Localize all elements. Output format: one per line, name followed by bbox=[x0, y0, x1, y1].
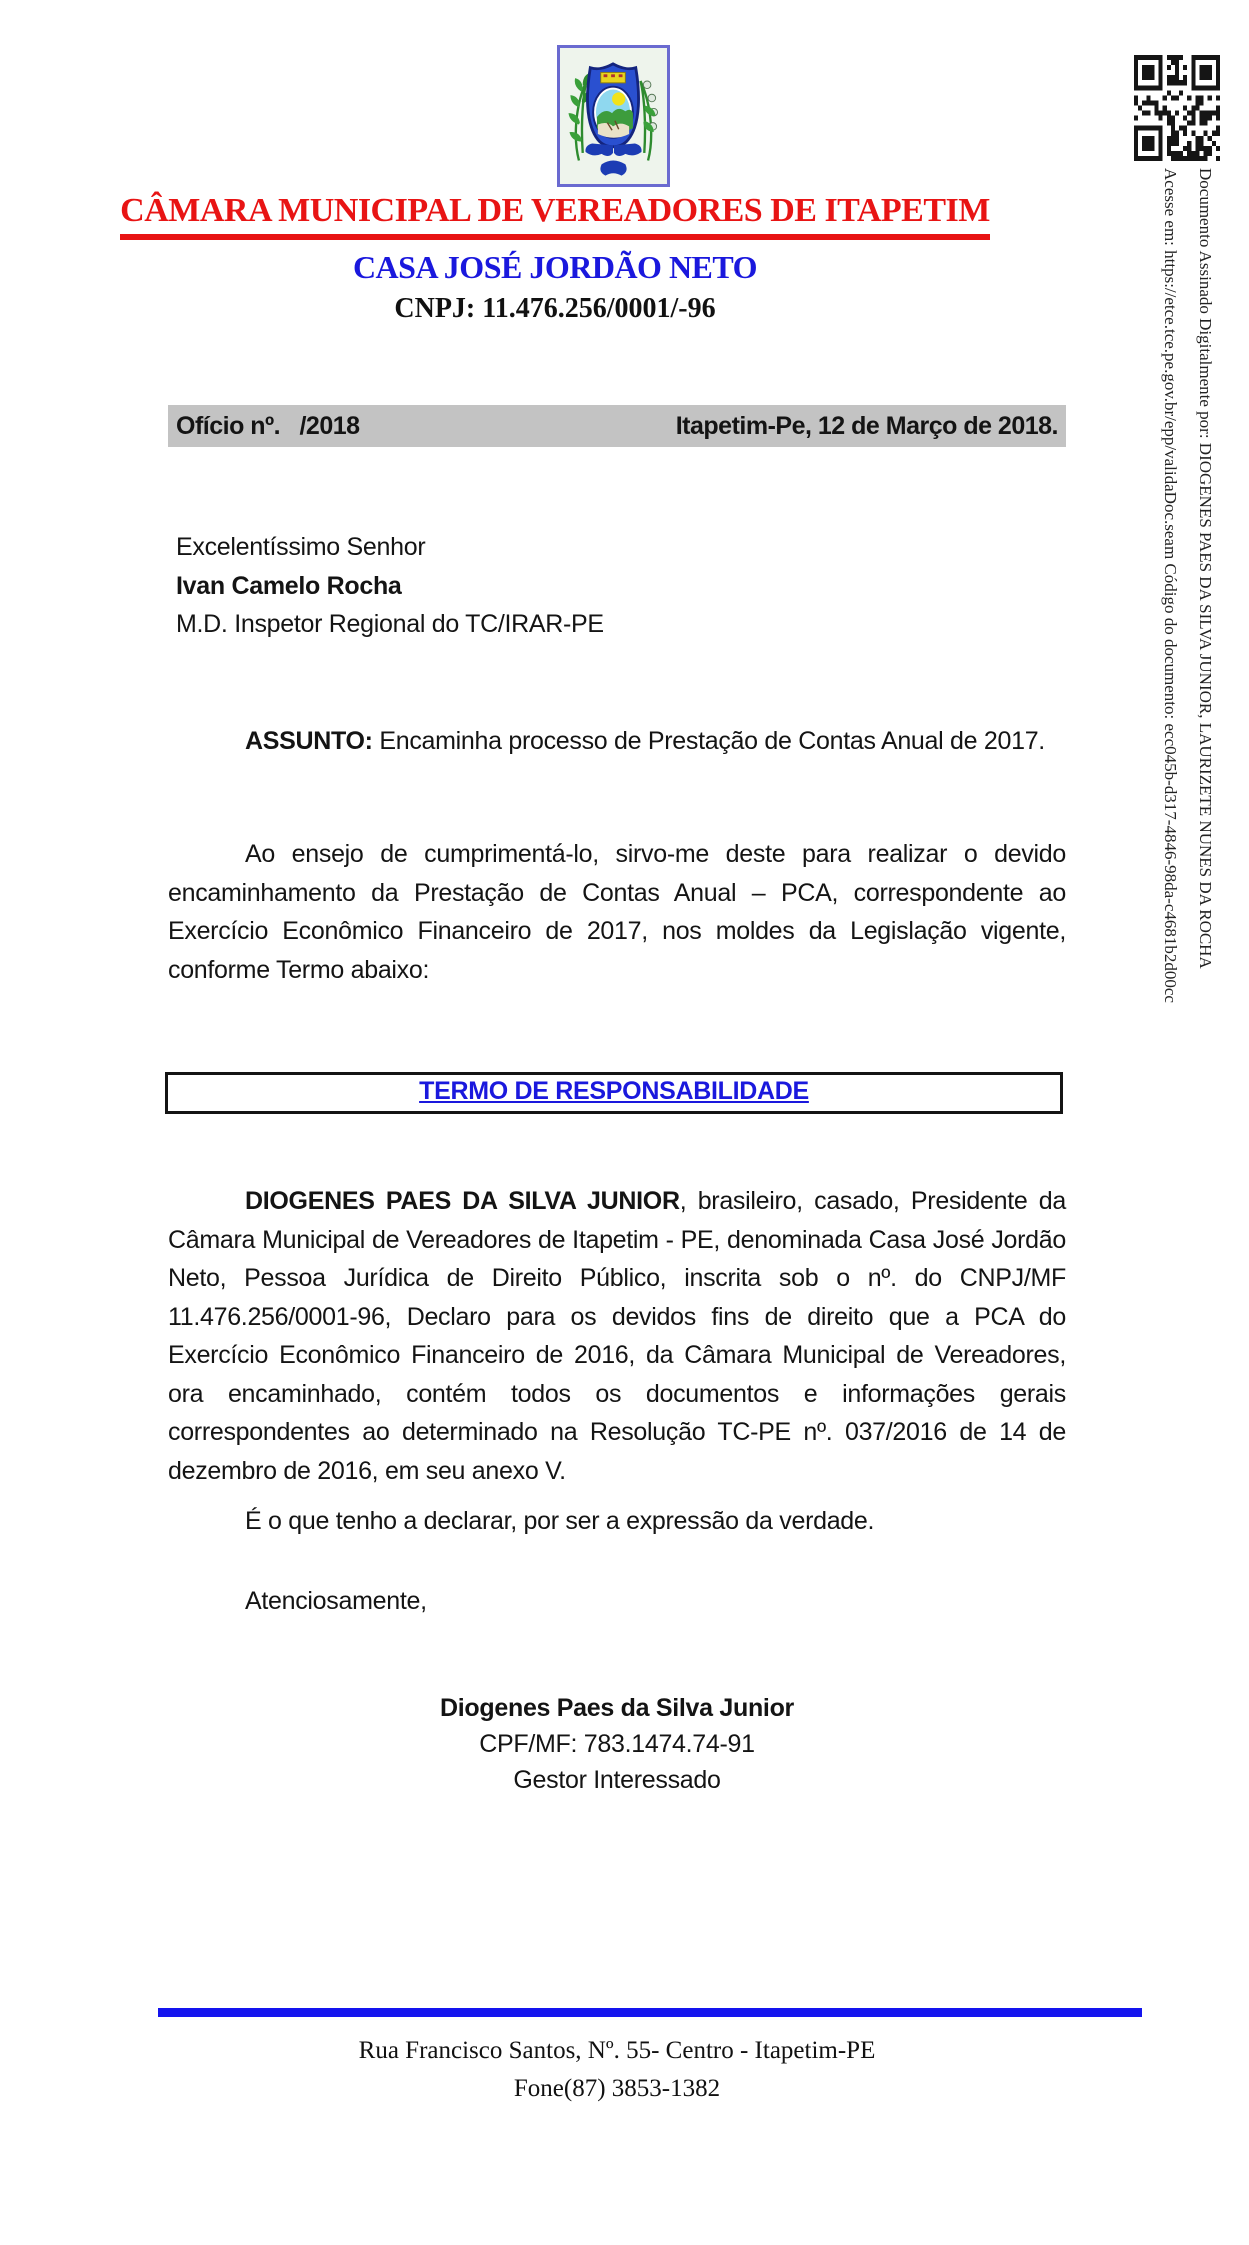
coat-of-arms-icon bbox=[560, 48, 667, 184]
cnpj-line: CNPJ: 11.476.256/0001/-96 bbox=[394, 293, 716, 324]
intro-paragraph: Ao ensejo de cumprimentá-lo, sirvo-me deste para realizar o devido encaminhamento da Prestação de Contas Anual – PCA, correspondente ao Exercício Econômico Financeiro de 2017, nos moldes da Legislação vigente, conforme Termo abaixo: bbox=[168, 840, 1066, 984]
digital-signature-sidebar bbox=[1150, 168, 1222, 1238]
subject-text: Encaminha processo de Prestação de Contas Anual de 2017. bbox=[372, 727, 1045, 755]
termo-title: TERMO DE RESPONSABILIDADE bbox=[419, 1077, 809, 1105]
reference-bar bbox=[168, 405, 1066, 447]
addressee-block bbox=[176, 528, 604, 644]
subject-label: ASSUNTO: bbox=[245, 727, 373, 755]
signatory-role: Gestor Interessado bbox=[513, 1766, 721, 1794]
addressee-role: M.D. Inspetor Regional do TC/IRAR-PE bbox=[176, 610, 604, 638]
org-title: CÂMARA MUNICIPAL DE VEREADORES DE ITAPETIM bbox=[120, 192, 990, 240]
footer-address: Rua Francisco Santos, Nº. 55- Centro - Itapetim-PE bbox=[358, 2037, 876, 2064]
signature-sidebar-line1: Documento Assinado Digitalmente por: DIOGENES PAES DA SILVA JUNIOR, LAURIZETE NUNES DA ROCHA bbox=[1196, 168, 1215, 969]
qr-code-icon bbox=[1134, 55, 1220, 161]
addressee-salutation: Excelentíssimo Senhor bbox=[176, 533, 426, 561]
signatory-cpf: CPF/MF: 783.1474.74-91 bbox=[479, 1730, 755, 1758]
closing-statement: É o que tenho a declarar, por ser a expressão da verdade. bbox=[245, 1507, 875, 1535]
signature-block bbox=[168, 1690, 1066, 1798]
signatory-name: Diogenes Paes da Silva Junior bbox=[440, 1694, 794, 1722]
qr-code bbox=[1134, 55, 1220, 161]
coat-of-arms-logo bbox=[557, 45, 670, 187]
footer-divider bbox=[158, 2008, 1142, 2017]
termo-paragraph-text: , brasileiro, casado, Presidente da Câmara Municipal de Vereadores de Itapetim - PE, denominada Casa José Jordão Neto, Pessoa Jurídica de Direito Público, inscrita sob o nº. do CNPJ/MF 11.476.256/0001-96, Declaro para os devidos fins de direito que a PCA do Exercício Econômico Financeiro de 2016, da Câmara Municipal de Vereadores, ora encaminhado, contém todos os documentos e informações gerais correspondentes ao determinado na Resolução TC-PE nº. 037/2016 de 14 de dezembro de 2016, em seu anexo V. bbox=[168, 1187, 1066, 1485]
subject-line bbox=[168, 722, 1066, 761]
closing-salutation: Atenciosamente, bbox=[245, 1587, 427, 1615]
signature-sidebar-line2: Acesse em: https://etce.tce.pe.gov.br/epp/validaDoc.seam Código do documento: ecc045b-d317-4846-98da-c4681b2d00cc bbox=[1161, 168, 1181, 1003]
house-title: CASA JOSÉ JORDÃO NETO bbox=[352, 249, 758, 285]
footer bbox=[168, 2032, 1066, 2108]
termo-paragraph bbox=[168, 1182, 1066, 1490]
footer-phone: Fone(87) 3853-1382 bbox=[513, 2075, 721, 2102]
termo-title-box bbox=[165, 1072, 1063, 1114]
addressee-name: Ivan Camelo Rocha bbox=[176, 571, 402, 600]
date-line: Itapetim-Pe, 12 de Março de 2018. bbox=[675, 411, 1058, 440]
oficio-number: Ofício nº. /2018 bbox=[176, 411, 360, 440]
letterhead bbox=[0, 192, 1110, 325]
declarant-name: DIOGENES PAES DA SILVA JUNIOR bbox=[245, 1187, 680, 1215]
